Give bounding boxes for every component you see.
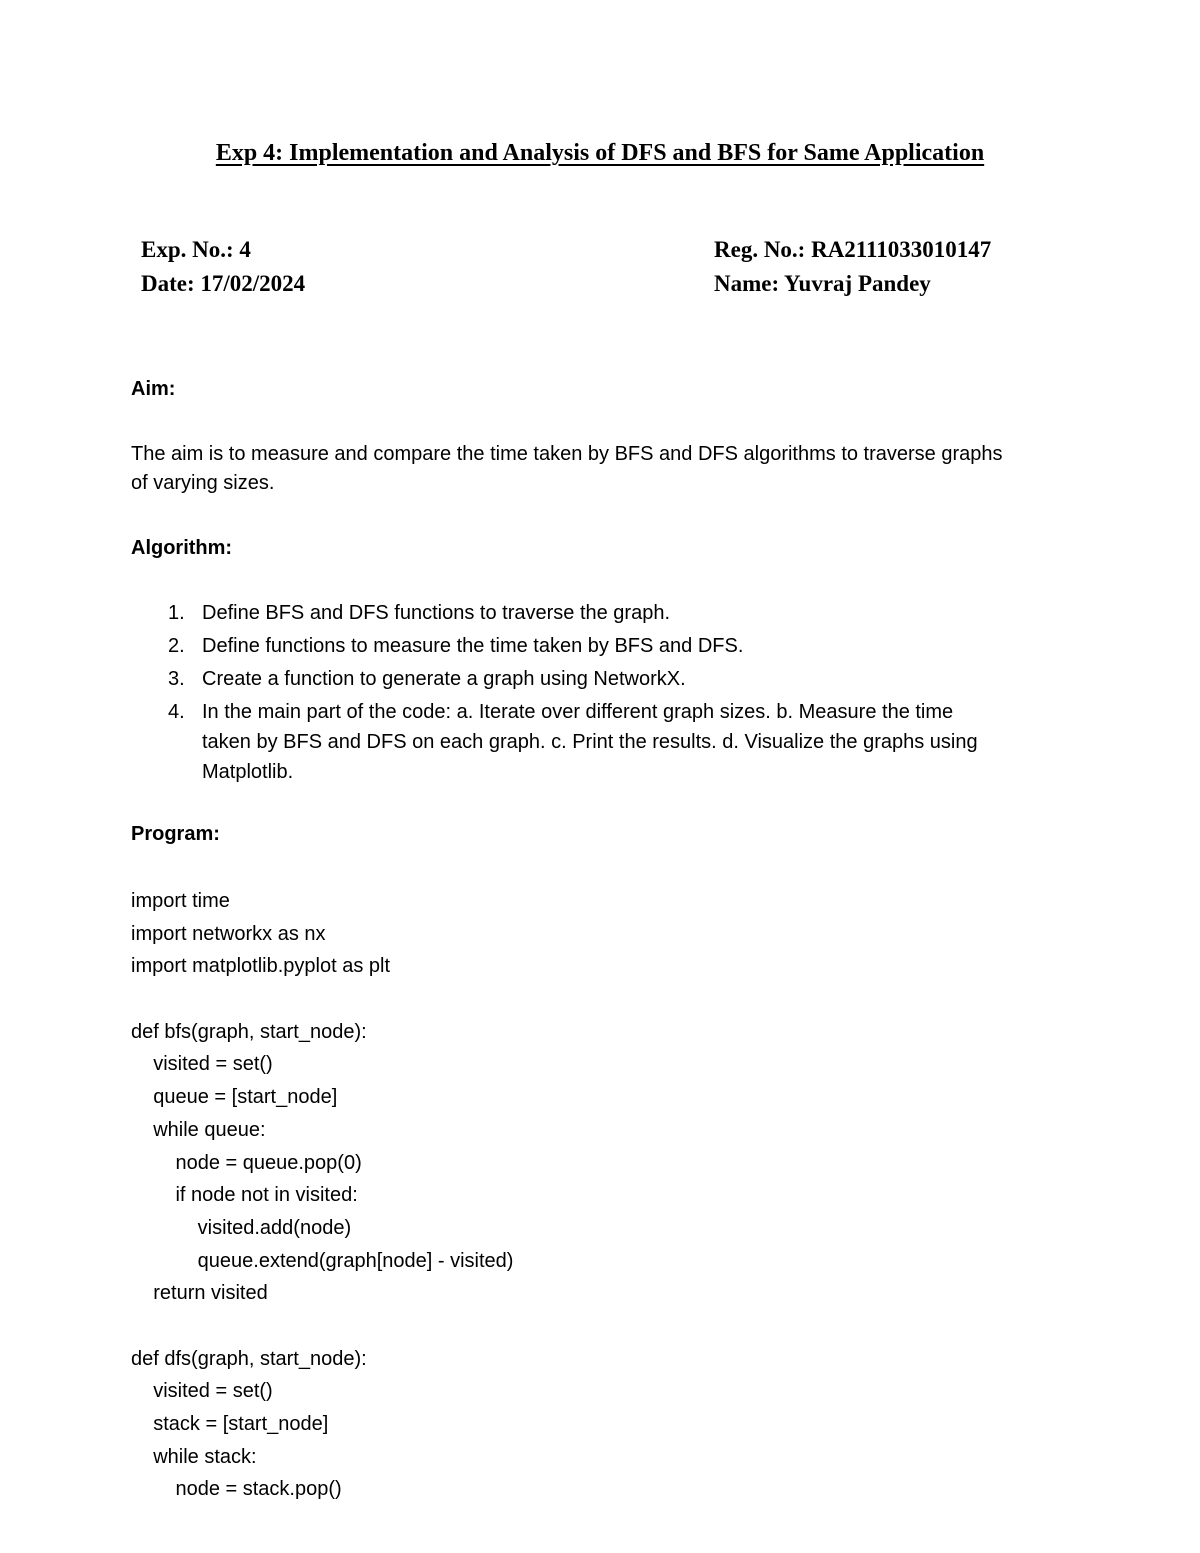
date: Date: 17/02/2024 bbox=[141, 271, 306, 296]
code-line: node = queue.pop(0) bbox=[131, 1151, 362, 1174]
list-item bbox=[131, 598, 978, 628]
algorithm-heading: Algorithm: bbox=[131, 537, 233, 559]
code-line: if node not in visited: bbox=[131, 1184, 358, 1207]
program-heading: Program: bbox=[131, 823, 220, 845]
code-line: visited.add(node) bbox=[131, 1216, 352, 1239]
code-line: import networkx as nx bbox=[131, 922, 326, 945]
step-line: taken by BFS and DFS on each graph. c. Print the results. d. Visualize the graphs using bbox=[202, 731, 978, 753]
code-line: stack = [start_node] bbox=[131, 1413, 329, 1435]
step-line: Define functions to measure the time taken by BFS and DFS. bbox=[202, 635, 744, 657]
list-item bbox=[131, 664, 978, 694]
code-line: visited = set() bbox=[131, 1053, 273, 1076]
algorithm-list bbox=[131, 598, 978, 790]
code-line bbox=[131, 1310, 513, 1343]
code-line: import matplotlib.pyplot as plt bbox=[131, 955, 391, 978]
reg-number: Reg. No.: RA2111033010147 bbox=[714, 237, 992, 262]
list-number: 3. bbox=[168, 668, 185, 690]
aim-heading: Aim: bbox=[131, 378, 176, 400]
step-line: Define BFS and DFS functions to traverse the graph. bbox=[202, 602, 671, 624]
meta-left-block bbox=[141, 233, 305, 301]
code-line: def bfs(graph, start_node): bbox=[131, 1020, 367, 1043]
aim-line: of varying sizes. bbox=[131, 472, 275, 494]
exp-number: Exp. No.: 4 bbox=[141, 237, 251, 262]
list-number: 1. bbox=[168, 602, 185, 624]
list-number: 4. bbox=[168, 701, 185, 723]
list-number: 2. bbox=[168, 635, 185, 657]
list-item bbox=[131, 697, 978, 787]
code-line: queue = [start_node] bbox=[131, 1086, 338, 1109]
document-title: Exp 4: Implementation and Analysis of DFS and BFS for Same Application bbox=[215, 140, 985, 166]
student-name: Name: Yuvraj Pandey bbox=[714, 271, 931, 296]
code-line: def dfs(graph, start_node): bbox=[131, 1347, 367, 1370]
aim-line: The aim is to measure and compare the time taken by BFS and DFS algorithms to traverse graphs bbox=[131, 443, 1003, 465]
step-line: In the main part of the code: a. Iterate over different graph sizes. b. Measure the time bbox=[202, 701, 954, 723]
code-line: import time bbox=[131, 890, 230, 912]
code-line: while queue: bbox=[131, 1118, 266, 1141]
code-line bbox=[131, 983, 513, 1016]
meta-right-block bbox=[714, 233, 991, 301]
aim-paragraph bbox=[131, 440, 1003, 498]
code-line: return visited bbox=[131, 1282, 268, 1305]
step-line: Create a function to generate a graph using NetworkX. bbox=[202, 668, 686, 690]
code-line: node = stack.pop() bbox=[131, 1478, 342, 1501]
code-line: queue.extend(graph[node] - visited) bbox=[131, 1249, 514, 1272]
code-block bbox=[131, 885, 513, 1506]
code-line: visited = set() bbox=[131, 1380, 273, 1403]
step-line: Matplotlib. bbox=[202, 761, 294, 783]
list-item bbox=[131, 631, 978, 661]
code-line: while stack: bbox=[131, 1445, 257, 1468]
